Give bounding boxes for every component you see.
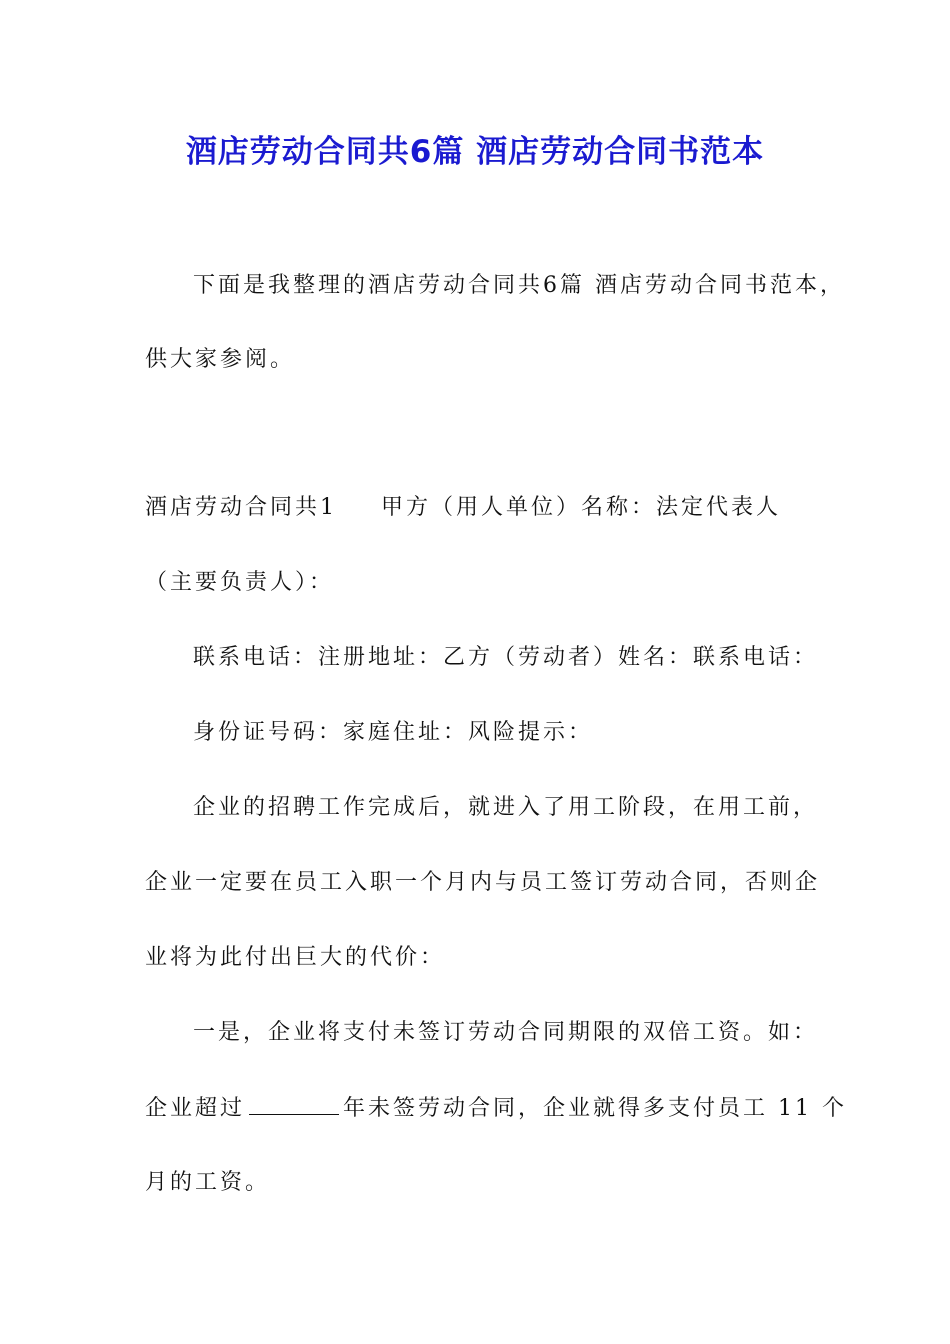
fill-in-blank xyxy=(249,1092,339,1115)
paragraph-1-line-1: 企业的招聘工作完成后，就进入了用工阶段，在用工前， xyxy=(193,795,819,820)
paragraph-2-after-blank: 年未签劳动合同，企业就得多支付员工 11 个 xyxy=(343,1096,847,1121)
intro-line-2: 供大家参阅。 xyxy=(145,347,296,372)
paragraph-2-line-1: 一是，企业将支付未签订劳动合同期限的双倍工资。如： xyxy=(193,1020,819,1045)
paragraph-2-line-3: 月的工资。 xyxy=(145,1170,271,1195)
document-title: 酒店劳动合同共6篇 酒店劳动合同书范本 xyxy=(185,134,765,170)
intro-line-1: 下面是我整理的酒店劳动合同共6篇 酒店劳动合同书范本， xyxy=(193,273,845,298)
section-heading: 酒店劳动合同共1 xyxy=(145,495,337,520)
paragraph-1-line-3: 业将为此付出巨大的代价： xyxy=(145,945,446,970)
contact-line: 联系电话：注册地址：乙方（劳动者）姓名：联系电话： xyxy=(193,645,819,670)
paragraph-2-line-2 xyxy=(145,1092,847,1125)
party-a-line: 甲方（用人单位）名称：法定代表人 xyxy=(381,495,782,520)
paragraph-1-line-2: 企业一定要在员工入职一个月内与员工签订劳动合同，否则企 xyxy=(145,870,821,895)
paragraph-2-before-blank: 企业超过 xyxy=(145,1096,246,1121)
section-heading-row xyxy=(145,492,781,524)
party-a-continued: （主要负责人）： xyxy=(145,570,335,595)
id-line: 身份证号码：家庭住址：风险提示： xyxy=(193,720,594,745)
